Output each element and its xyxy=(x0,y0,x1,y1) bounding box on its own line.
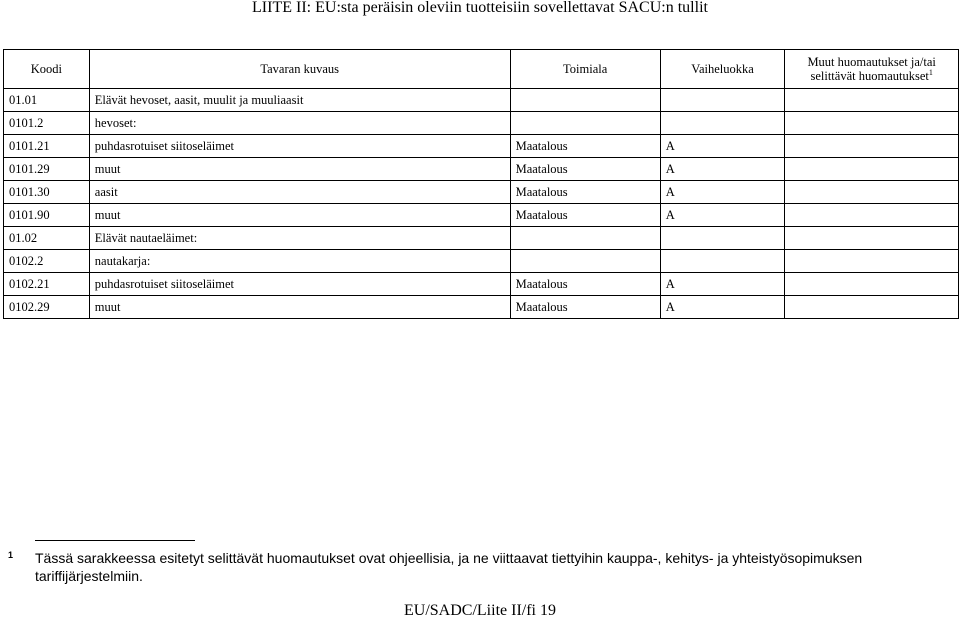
table-row xyxy=(4,158,959,181)
table-row xyxy=(4,250,959,273)
sector-cell: Maatalous xyxy=(510,158,660,181)
class-cell xyxy=(660,112,785,135)
table-body xyxy=(4,89,959,319)
description-cell: muut xyxy=(89,204,510,227)
footnote-reference: 1 xyxy=(928,67,933,77)
table-row xyxy=(4,204,959,227)
class-cell xyxy=(660,227,785,250)
description-cell: aasit xyxy=(89,181,510,204)
sector-cell: Maatalous xyxy=(510,135,660,158)
header-description: Tavaran kuvaus xyxy=(89,50,510,89)
description-cell: hevoset: xyxy=(89,112,510,135)
code-cell: 0102.29 xyxy=(4,296,90,319)
code-cell: 0101.2 xyxy=(4,112,90,135)
page-footer: EU/SADC/Liite II/fi 19 xyxy=(404,602,556,619)
remarks-cell xyxy=(785,227,959,250)
page-title: LIITE II: EU:sta peräisin oleviin tuotteisiin sovellettavat SACU:n tullit xyxy=(252,0,708,16)
remarks-cell xyxy=(785,158,959,181)
description-cell: puhdasrotuiset siitoseläimet xyxy=(89,273,510,296)
footnote-mark: 1 xyxy=(8,550,14,560)
sector-cell: Maatalous xyxy=(510,296,660,319)
header-remarks xyxy=(785,50,959,89)
table-row xyxy=(4,181,959,204)
table-row xyxy=(4,296,959,319)
table-row xyxy=(4,273,959,296)
description-cell: muut xyxy=(89,296,510,319)
code-cell: 0101.30 xyxy=(4,181,90,204)
remarks-cell xyxy=(785,112,959,135)
code-cell: 0101.29 xyxy=(4,158,90,181)
sector-cell xyxy=(510,250,660,273)
class-cell: A xyxy=(660,158,785,181)
code-cell: 01.01 xyxy=(4,89,90,112)
class-cell xyxy=(660,89,785,112)
description-cell: Elävät nautaeläimet: xyxy=(89,227,510,250)
header-class: Vaiheluokka xyxy=(660,50,785,89)
tariff-table xyxy=(3,49,959,319)
class-cell: A xyxy=(660,204,785,227)
remarks-cell xyxy=(785,250,959,273)
header-code: Koodi xyxy=(4,50,90,89)
sector-cell xyxy=(510,227,660,250)
description-cell: muut xyxy=(89,158,510,181)
code-cell: 0102.2 xyxy=(4,250,90,273)
code-cell: 0101.21 xyxy=(4,135,90,158)
class-cell: A xyxy=(660,181,785,204)
table-header-row xyxy=(4,50,959,89)
code-cell: 0102.21 xyxy=(4,273,90,296)
table-row xyxy=(4,227,959,250)
code-cell: 01.02 xyxy=(4,227,90,250)
class-cell: A xyxy=(660,273,785,296)
sector-cell: Maatalous xyxy=(510,204,660,227)
sector-cell xyxy=(510,112,660,135)
sector-cell xyxy=(510,89,660,112)
description-cell: nautakarja: xyxy=(89,250,510,273)
sector-cell: Maatalous xyxy=(510,273,660,296)
description-cell: Elävät hevoset, aasit, muulit ja muuliaasit xyxy=(89,89,510,112)
class-cell: A xyxy=(660,135,785,158)
table-row xyxy=(4,112,959,135)
header-sector: Toimiala xyxy=(510,50,660,89)
class-cell xyxy=(660,250,785,273)
table-row xyxy=(4,135,959,158)
table-row xyxy=(4,89,959,112)
header-remarks-label: Muut huomautukset ja/tai selittävät huomautukset xyxy=(807,55,936,83)
remarks-cell xyxy=(785,204,959,227)
footnote-text: Tässä sarakkeessa esitetyt selittävät huomautukset ovat ohjeellisia, ja ne viittaavat tiettyihin kauppa-, kehitys- ja yhteistyösopimuksen tariffijärjestelmiin. xyxy=(35,550,863,584)
remarks-cell xyxy=(785,181,959,204)
remarks-cell xyxy=(785,273,959,296)
remarks-cell xyxy=(785,296,959,319)
sector-cell: Maatalous xyxy=(510,181,660,204)
remarks-cell xyxy=(785,135,959,158)
class-cell: A xyxy=(660,296,785,319)
remarks-cell xyxy=(785,89,959,112)
code-cell: 0101.90 xyxy=(4,204,90,227)
description-cell: puhdasrotuiset siitoseläimet xyxy=(89,135,510,158)
footnote-separator xyxy=(35,540,195,541)
